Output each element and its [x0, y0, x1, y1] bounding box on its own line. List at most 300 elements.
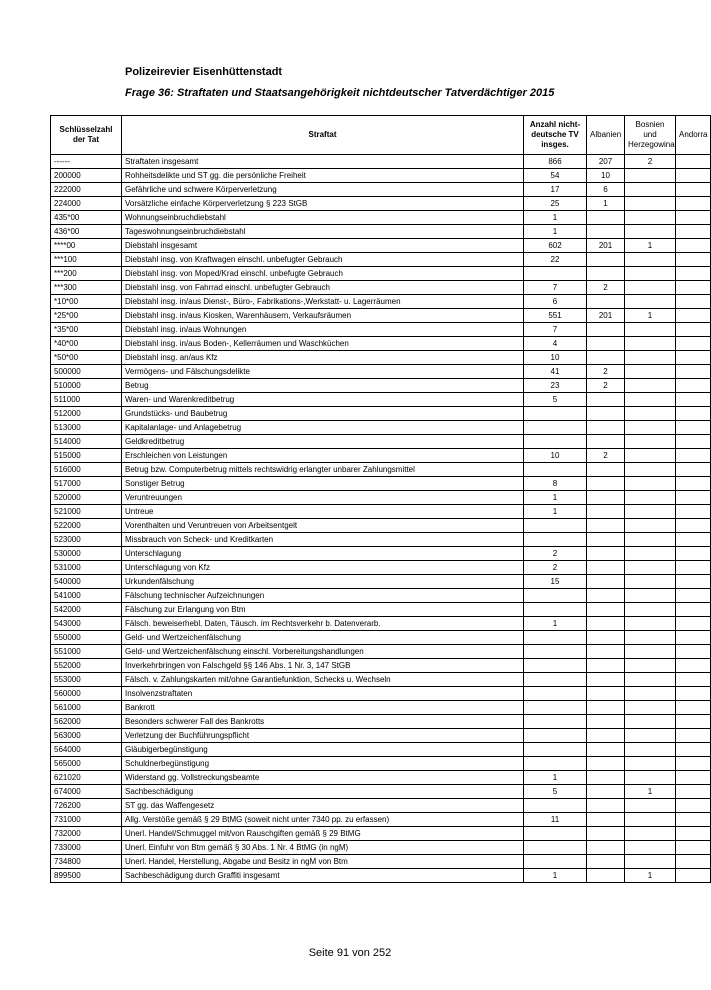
- cell-total: 6: [524, 295, 587, 309]
- cell-andorra: [676, 351, 711, 365]
- cell-key: 531000: [51, 561, 122, 575]
- cell-bosnien: [625, 547, 676, 561]
- cell-offense: Unerl. Handel/Schmuggel mit/von Rauschgiften gemäß § 29 BtMG: [122, 827, 524, 841]
- cell-albanien: [587, 519, 625, 533]
- cell-offense: Waren- und Warenkreditbetrug: [122, 393, 524, 407]
- cell-albanien: [587, 435, 625, 449]
- cell-total: [524, 533, 587, 547]
- cell-total: 1: [524, 491, 587, 505]
- cell-key: 224000: [51, 197, 122, 211]
- cell-total: [524, 729, 587, 743]
- cell-key: 726200: [51, 799, 122, 813]
- cell-key: 517000: [51, 477, 122, 491]
- cell-total: 11: [524, 813, 587, 827]
- cell-key: 542000: [51, 603, 122, 617]
- cell-bosnien: [625, 407, 676, 421]
- cell-offense: Sachbeschädigung: [122, 785, 524, 799]
- cell-key: 731000: [51, 813, 122, 827]
- cell-key: 550000: [51, 631, 122, 645]
- cell-total: 17: [524, 183, 587, 197]
- table-row: [51, 813, 711, 827]
- cell-key: ***300: [51, 281, 122, 295]
- cell-offense: Vermögens- und Fälschungsdelikte: [122, 365, 524, 379]
- cell-albanien: [587, 225, 625, 239]
- cell-total: 1: [524, 869, 587, 883]
- cell-total: [524, 589, 587, 603]
- cell-bosnien: 1: [625, 785, 676, 799]
- cell-offense: Urkundenfälschung: [122, 575, 524, 589]
- cell-total: [524, 631, 587, 645]
- cell-albanien: [587, 743, 625, 757]
- cell-andorra: [676, 421, 711, 435]
- column-header-total: Anzahl nicht-deutsche TV insges.: [524, 116, 587, 155]
- organization-name: Polizeirevier Eisenhüttenstadt: [125, 66, 283, 78]
- cell-offense: Fälsch. beweiserhebl. Daten, Täusch. im Rechtsverkehr b. Datenverarb.: [122, 617, 524, 631]
- cell-albanien: [587, 463, 625, 477]
- cell-andorra: [676, 505, 711, 519]
- cell-albanien: [587, 491, 625, 505]
- cell-bosnien: [625, 337, 676, 351]
- cell-bosnien: [625, 211, 676, 225]
- table-row: [51, 281, 711, 295]
- cell-andorra: [676, 393, 711, 407]
- cell-offense: Inverkehrbringen von Falschgeld §§ 146 Abs. 1 Nr. 3, 147 StGB: [122, 659, 524, 673]
- cell-key: 514000: [51, 435, 122, 449]
- cell-andorra: [676, 211, 711, 225]
- cell-total: 602: [524, 239, 587, 253]
- cell-offense: Betrug: [122, 379, 524, 393]
- cell-offense: Veruntreuungen: [122, 491, 524, 505]
- cell-key: 552000: [51, 659, 122, 673]
- cell-albanien: [587, 533, 625, 547]
- cell-bosnien: [625, 827, 676, 841]
- cell-key: 435*00: [51, 211, 122, 225]
- cell-total: 8: [524, 477, 587, 491]
- cell-albanien: 2: [587, 449, 625, 463]
- cell-bosnien: [625, 645, 676, 659]
- table-row: [51, 827, 711, 841]
- cell-bosnien: [625, 701, 676, 715]
- cell-offense: ST gg. das Waffengesetz: [122, 799, 524, 813]
- table-row: [51, 309, 711, 323]
- cell-bosnien: [625, 435, 676, 449]
- cell-andorra: [676, 155, 711, 169]
- table-row: [51, 519, 711, 533]
- cell-albanien: 6: [587, 183, 625, 197]
- cell-albanien: [587, 729, 625, 743]
- table-row: [51, 267, 711, 281]
- cell-offense: Allg. Verstöße gemäß § 29 BtMG (soweit nicht unter 7340 pp. zu erfassen): [122, 813, 524, 827]
- cell-total: 2: [524, 547, 587, 561]
- cell-offense: Gefährliche und schwere Körperverletzung: [122, 183, 524, 197]
- table-row: [51, 869, 711, 883]
- cell-key: 515000: [51, 449, 122, 463]
- cell-offense: Vorenthalten und Veruntreuen von Arbeitsentgelt: [122, 519, 524, 533]
- cell-bosnien: [625, 687, 676, 701]
- cell-key: 562000: [51, 715, 122, 729]
- cell-albanien: 207: [587, 155, 625, 169]
- cell-albanien: [587, 407, 625, 421]
- table-row: [51, 799, 711, 813]
- cell-bosnien: [625, 351, 676, 365]
- cell-offense: Missbrauch von Scheck- und Kreditkarten: [122, 533, 524, 547]
- cell-bosnien: [625, 491, 676, 505]
- cell-andorra: [676, 407, 711, 421]
- cell-offense: Geldkreditbetrug: [122, 435, 524, 449]
- cell-offense: Sonstiger Betrug: [122, 477, 524, 491]
- cell-total: 41: [524, 365, 587, 379]
- cell-albanien: [587, 673, 625, 687]
- cell-offense: Betrug bzw. Computerbetrug mittels rechtswidrig erlangter unbarer Zahlungsmittel: [122, 463, 524, 477]
- cell-bosnien: [625, 771, 676, 785]
- table-row: [51, 715, 711, 729]
- cell-total: 5: [524, 785, 587, 799]
- cell-total: 4: [524, 337, 587, 351]
- table-row: [51, 575, 711, 589]
- cell-key: 543000: [51, 617, 122, 631]
- cell-albanien: [587, 295, 625, 309]
- table-row: [51, 743, 711, 757]
- cell-andorra: [676, 687, 711, 701]
- cell-albanien: [587, 785, 625, 799]
- cell-andorra: [676, 239, 711, 253]
- table-row: [51, 407, 711, 421]
- cell-offense: Geld- und Wertzeichenfälschung einschl. Vorbereitungshandlungen: [122, 645, 524, 659]
- cell-total: [524, 855, 587, 869]
- question-title: Frage 36: Straftaten und Staatsangehörigkeit nichtdeutscher Tatverdächtiger 2015: [125, 87, 555, 99]
- cell-bosnien: [625, 365, 676, 379]
- cell-andorra: [676, 701, 711, 715]
- cell-offense: Diebstahl insg. in/aus Kiosken, Warenhäusern, Verkaufsräumen: [122, 309, 524, 323]
- cell-offense: Diebstahl insg. an/aus Kfz: [122, 351, 524, 365]
- cell-andorra: [676, 673, 711, 687]
- table-row: [51, 841, 711, 855]
- table-row: [51, 533, 711, 547]
- cell-key: ------: [51, 155, 122, 169]
- table-row: [51, 631, 711, 645]
- table-row: [51, 505, 711, 519]
- cell-bosnien: [625, 463, 676, 477]
- table-row: [51, 561, 711, 575]
- cell-offense: Tageswohnungseinbruchdiebstahl: [122, 225, 524, 239]
- table-row: [51, 589, 711, 603]
- cell-total: 25: [524, 197, 587, 211]
- cell-albanien: [587, 337, 625, 351]
- cell-key: 564000: [51, 743, 122, 757]
- cell-albanien: [587, 771, 625, 785]
- table-row: [51, 239, 711, 253]
- cell-albanien: [587, 687, 625, 701]
- cell-andorra: [676, 197, 711, 211]
- cell-total: [524, 799, 587, 813]
- table-row: [51, 169, 711, 183]
- column-header-andorra: Andorra: [676, 116, 711, 155]
- cell-key: 561000: [51, 701, 122, 715]
- cell-offense: Diebstahl insg. von Kraftwagen einschl. unbefugter Gebrauch: [122, 253, 524, 267]
- cell-andorra: [676, 841, 711, 855]
- cell-albanien: [587, 589, 625, 603]
- cell-albanien: [587, 645, 625, 659]
- cell-total: 15: [524, 575, 587, 589]
- cell-offense: Geld- und Wertzeichenfälschung: [122, 631, 524, 645]
- cell-andorra: [676, 435, 711, 449]
- cell-key: ****00: [51, 239, 122, 253]
- cell-bosnien: [625, 743, 676, 757]
- cell-andorra: [676, 309, 711, 323]
- cell-total: [524, 687, 587, 701]
- cell-bosnien: [625, 449, 676, 463]
- cell-bosnien: [625, 729, 676, 743]
- cell-total: 5: [524, 393, 587, 407]
- cell-bosnien: [625, 659, 676, 673]
- table-body: [51, 155, 711, 883]
- cell-bosnien: [625, 267, 676, 281]
- cell-bosnien: 2: [625, 155, 676, 169]
- cell-andorra: [676, 295, 711, 309]
- cell-key: 733000: [51, 841, 122, 855]
- cell-albanien: [587, 505, 625, 519]
- cell-albanien: [587, 659, 625, 673]
- cell-albanien: [587, 617, 625, 631]
- offense-table: [50, 115, 711, 883]
- cell-total: [524, 407, 587, 421]
- cell-andorra: [676, 491, 711, 505]
- table-row: [51, 365, 711, 379]
- cell-bosnien: 1: [625, 239, 676, 253]
- cell-andorra: [676, 659, 711, 673]
- cell-total: [524, 659, 587, 673]
- cell-total: [524, 715, 587, 729]
- cell-key: 899500: [51, 869, 122, 883]
- cell-andorra: [676, 449, 711, 463]
- cell-offense: Gläubigerbegünstigung: [122, 743, 524, 757]
- cell-bosnien: [625, 295, 676, 309]
- table-row: [51, 337, 711, 351]
- cell-andorra: [676, 183, 711, 197]
- column-header-bosnien: Bosnien und Herzegowina: [625, 116, 676, 155]
- cell-bosnien: 1: [625, 869, 676, 883]
- table-row: [51, 645, 711, 659]
- cell-total: [524, 435, 587, 449]
- cell-andorra: [676, 323, 711, 337]
- table-row: [51, 225, 711, 239]
- table-row: [51, 855, 711, 869]
- cell-bosnien: [625, 799, 676, 813]
- cell-albanien: [587, 477, 625, 491]
- cell-andorra: [676, 813, 711, 827]
- cell-albanien: 201: [587, 309, 625, 323]
- cell-offense: Fälsch. v. Zahlungskarten mit/ohne Garantiefunktion, Schecks u. Wechseln: [122, 673, 524, 687]
- cell-offense: Bankrott: [122, 701, 524, 715]
- cell-offense: Insolvenzstraftaten: [122, 687, 524, 701]
- cell-bosnien: [625, 197, 676, 211]
- cell-offense: Grundstücks- und Baubetrug: [122, 407, 524, 421]
- cell-bosnien: [625, 603, 676, 617]
- cell-andorra: [676, 715, 711, 729]
- cell-key: 436*00: [51, 225, 122, 239]
- cell-total: [524, 743, 587, 757]
- cell-albanien: [587, 855, 625, 869]
- table-row: [51, 757, 711, 771]
- cell-albanien: [587, 253, 625, 267]
- cell-andorra: [676, 645, 711, 659]
- cell-offense: Besonders schwerer Fall des Bankrotts: [122, 715, 524, 729]
- cell-total: [524, 827, 587, 841]
- cell-key: *35*00: [51, 323, 122, 337]
- cell-offense: Fälschung zur Erlangung von Btm: [122, 603, 524, 617]
- cell-albanien: 10: [587, 169, 625, 183]
- table-row: [51, 617, 711, 631]
- cell-albanien: [587, 841, 625, 855]
- cell-key: *50*00: [51, 351, 122, 365]
- cell-albanien: 201: [587, 239, 625, 253]
- table-row: [51, 729, 711, 743]
- cell-bosnien: 1: [625, 309, 676, 323]
- cell-key: *25*00: [51, 309, 122, 323]
- cell-bosnien: [625, 323, 676, 337]
- cell-albanien: [587, 603, 625, 617]
- cell-andorra: [676, 225, 711, 239]
- cell-key: 513000: [51, 421, 122, 435]
- cell-bosnien: [625, 421, 676, 435]
- table-row: [51, 393, 711, 407]
- cell-offense: Verletzung der Buchführungspflicht: [122, 729, 524, 743]
- cell-key: 565000: [51, 757, 122, 771]
- cell-andorra: [676, 379, 711, 393]
- table-row: [51, 491, 711, 505]
- cell-bosnien: [625, 855, 676, 869]
- cell-albanien: 2: [587, 379, 625, 393]
- table-row: [51, 295, 711, 309]
- cell-key: 540000: [51, 575, 122, 589]
- column-header-offense: Straftat: [122, 116, 524, 155]
- cell-total: [524, 841, 587, 855]
- cell-key: 520000: [51, 491, 122, 505]
- cell-andorra: [676, 757, 711, 771]
- cell-albanien: [587, 323, 625, 337]
- cell-total: 10: [524, 351, 587, 365]
- cell-total: [524, 701, 587, 715]
- table-row: [51, 435, 711, 449]
- cell-total: 1: [524, 505, 587, 519]
- cell-total: [524, 519, 587, 533]
- table-row: [51, 785, 711, 799]
- cell-key: 500000: [51, 365, 122, 379]
- cell-key: 200000: [51, 169, 122, 183]
- cell-albanien: [587, 561, 625, 575]
- cell-total: 10: [524, 449, 587, 463]
- cell-offense: Vorsätzliche einfache Körperverletzung § 223 StGB: [122, 197, 524, 211]
- cell-total: [524, 463, 587, 477]
- cell-bosnien: [625, 575, 676, 589]
- cell-key: 511000: [51, 393, 122, 407]
- cell-offense: Diebstahl insg. von Fahrrad einschl. unbefugter Gebrauch: [122, 281, 524, 295]
- cell-total: [524, 645, 587, 659]
- cell-total: 1: [524, 617, 587, 631]
- cell-key: *10*00: [51, 295, 122, 309]
- cell-total: [524, 267, 587, 281]
- cell-total: [524, 673, 587, 687]
- cell-bosnien: [625, 589, 676, 603]
- cell-andorra: [676, 365, 711, 379]
- document-header: [125, 66, 554, 99]
- cell-key: 551000: [51, 645, 122, 659]
- cell-total: 551: [524, 309, 587, 323]
- cell-andorra: [676, 547, 711, 561]
- cell-bosnien: [625, 225, 676, 239]
- cell-offense: Unterschlagung von Kfz: [122, 561, 524, 575]
- cell-andorra: [676, 253, 711, 267]
- cell-total: 1: [524, 771, 587, 785]
- cell-albanien: [587, 757, 625, 771]
- cell-albanien: [587, 421, 625, 435]
- cell-albanien: [587, 869, 625, 883]
- cell-andorra: [676, 743, 711, 757]
- cell-andorra: [676, 785, 711, 799]
- table-row: [51, 449, 711, 463]
- cell-andorra: [676, 337, 711, 351]
- cell-key: 523000: [51, 533, 122, 547]
- cell-albanien: [587, 547, 625, 561]
- table-row: [51, 463, 711, 477]
- cell-albanien: [587, 393, 625, 407]
- table-row: [51, 603, 711, 617]
- table-row: [51, 253, 711, 267]
- cell-total: 1: [524, 225, 587, 239]
- cell-albanien: [587, 351, 625, 365]
- table-row: [51, 659, 711, 673]
- cell-key: 553000: [51, 673, 122, 687]
- cell-offense: Unerl. Einfuhr von Btm gemäß § 30 Abs. 1 Nr. 4 BtMG (in ngM): [122, 841, 524, 855]
- cell-offense: Widerstand gg. Vollstreckungsbeamte: [122, 771, 524, 785]
- cell-bosnien: [625, 841, 676, 855]
- cell-bosnien: [625, 379, 676, 393]
- cell-bosnien: [625, 617, 676, 631]
- cell-key: 563000: [51, 729, 122, 743]
- cell-key: 560000: [51, 687, 122, 701]
- cell-andorra: [676, 855, 711, 869]
- cell-key: ***100: [51, 253, 122, 267]
- cell-bosnien: [625, 631, 676, 645]
- table-row: [51, 197, 711, 211]
- cell-offense: Kapitalanlage- und Anlagebetrug: [122, 421, 524, 435]
- cell-total: 1: [524, 211, 587, 225]
- cell-key: *40*00: [51, 337, 122, 351]
- table-row: [51, 547, 711, 561]
- column-header-albanien: Albanien: [587, 116, 625, 155]
- cell-key: 510000: [51, 379, 122, 393]
- cell-andorra: [676, 617, 711, 631]
- cell-andorra: [676, 631, 711, 645]
- cell-total: 7: [524, 281, 587, 295]
- cell-total: 54: [524, 169, 587, 183]
- table-row: [51, 701, 711, 715]
- cell-key: 512000: [51, 407, 122, 421]
- table-row: [51, 351, 711, 365]
- cell-albanien: [587, 631, 625, 645]
- cell-andorra: [676, 169, 711, 183]
- cell-andorra: [676, 771, 711, 785]
- cell-andorra: [676, 575, 711, 589]
- column-header-key: Schlüsselzahl der Tat: [51, 116, 122, 155]
- cell-bosnien: [625, 757, 676, 771]
- cell-total: 23: [524, 379, 587, 393]
- cell-andorra: [676, 729, 711, 743]
- cell-albanien: [587, 701, 625, 715]
- cell-offense: Schuldnerbegünstigung: [122, 757, 524, 771]
- cell-bosnien: [625, 169, 676, 183]
- cell-offense: Untreue: [122, 505, 524, 519]
